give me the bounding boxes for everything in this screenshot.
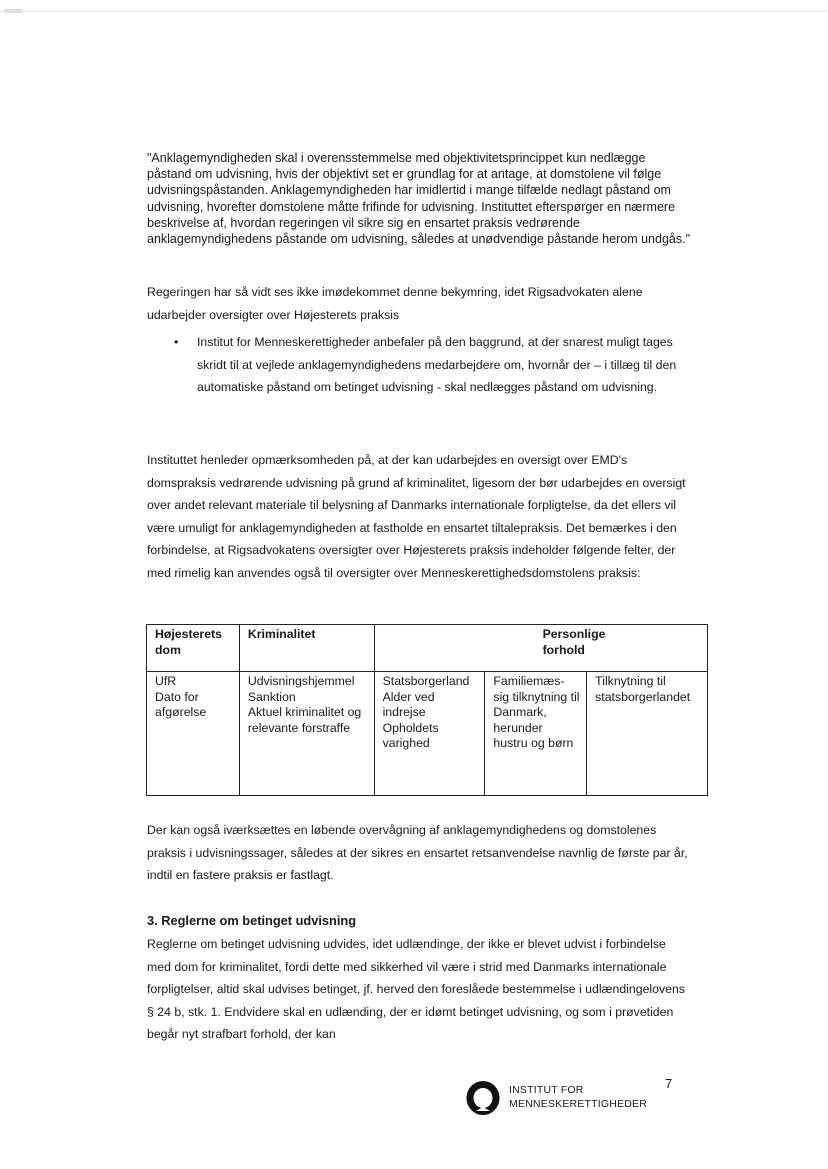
- cell-udvisningshjemmel: Udvisningshjemmel Sanktion Aktuel kriminalitet og relevante forstraffe: [239, 672, 374, 796]
- institute-name: [509, 1083, 647, 1111]
- header-kriminalitet: Kriminalitet: [239, 625, 374, 672]
- paragraph-emd-overview: Instituttet henleder opmærksomheden på, at der kan udarbejdes en oversigt over EMD's domspraksis vedrørende udvisning på grund af kriminalitet, ligesom der bør udarbejdes en oversigt over andet relevant materiale til belysning af Danmarks internationale forpligtelse, da det ellers vil være umuligt for anklagemyndigheden at fastholde en ensartet tiltalepraksis. Det bemærkes i den forbindelse, at Rigsadvokatens oversigter over Højesterets praksis indeholder følgende felter, der med rimelig kan anvendes også til oversigter over Menneskerettighedsdomstolens praksis:: [147, 453, 686, 580]
- cell-tilknytning: Tilknytning til statsborgerlandet: [587, 672, 708, 796]
- bullet-marker: •: [174, 335, 179, 349]
- institute-name-line2: MENNESKERETTIGHEDER: [509, 1098, 647, 1110]
- institute-name-line1: INSTITUT FOR: [509, 1084, 584, 1096]
- table-header-row: [147, 625, 708, 672]
- overview-fields-table: [146, 624, 708, 796]
- header-personlige-forhold-text: Personlige forhold: [542, 627, 606, 657]
- paragraph-government-response: Regeringen har så vidt ses ikke imødekommet denne bekymring, idet Rigsadvokaten alene udarbejder oversigter over Højesterets praksis: [147, 285, 643, 322]
- paragraph-conditional-expulsion: Reglerne om betinget udvisning udvides, idet udlændinge, der ikke er blevet udvist i forbindelse med dom for kriminalitet, fordi dette med sikkerhed vil være i strid med Danmarks internationale forpligtelser, altid skal udvises betinget, jf. herved den foreslåede bestemmelse i udlændingelovens § 24 b, stk. 1. Endvidere skal en udlænding, der er idømt betinget udvisning, og som i prøvetiden begår nyt strafbart forhold, der kan: [147, 937, 685, 1041]
- scan-edge-line: [0, 11, 828, 12]
- institute-logo-icon: [466, 1080, 500, 1116]
- quoted-recommendation: "Anklagemyndigheden skal i overensstemmelse med objektivitetsprincippet kun nedlægge påstand om udvisning, hvis der objektivt set er grundlag for at antage, at domstolene vil følge udvisningspåstanden. Anklagemyndigheden har imidlertid i mange tilfælde nedlagt påstand om udvisning, hvorefter domstolene måtte frifinde for udvisning. Instituttet efterspørger en nærmere beskrivelse af, hvordan regeringen vil sikre sig en ensartet praksis vedrørende anklagemyndighedens påstande om udvisning, således at unødvendige påstande herom undgås.": [147, 151, 691, 247]
- paragraph-monitoring: Der kan også iværksættes en løbende overvågning af anklagemyndighedens og domstolenes praksis i udvisningssager, således at der sikres en ensartet retsanvendelse navnlig de første par år, indtil en fastere praksis er fastlagt.: [147, 823, 688, 882]
- table-row: [147, 672, 708, 796]
- section-heading: 3. Reglerne om betinget udvisning: [147, 913, 357, 928]
- bullet-text: Institut for Menneskerettigheder anbefaler på den baggrund, at der snarest muligt tages skridt til at vejlede anklagemyndighedens medarbejdere om, hvornår der – i tillæg til den automatiske påstand om betinget udvisning - skal nedlægges påstand om udvisning.: [197, 335, 677, 394]
- cell-ufr: UfR Dato for afgørelse: [147, 672, 240, 796]
- header-personlige-forhold: [374, 625, 707, 672]
- header-hojesterets-dom: Højesterets dom: [147, 625, 240, 672]
- cell-familiemaessig: Familiemæs-sig tilknytning til Danmark, herunder hustru og børn: [485, 672, 587, 796]
- cell-statsborgerland: Statsborgerland Alder ved indrejse Opholdets varighed: [374, 672, 485, 796]
- page-number: 7: [665, 1076, 673, 1091]
